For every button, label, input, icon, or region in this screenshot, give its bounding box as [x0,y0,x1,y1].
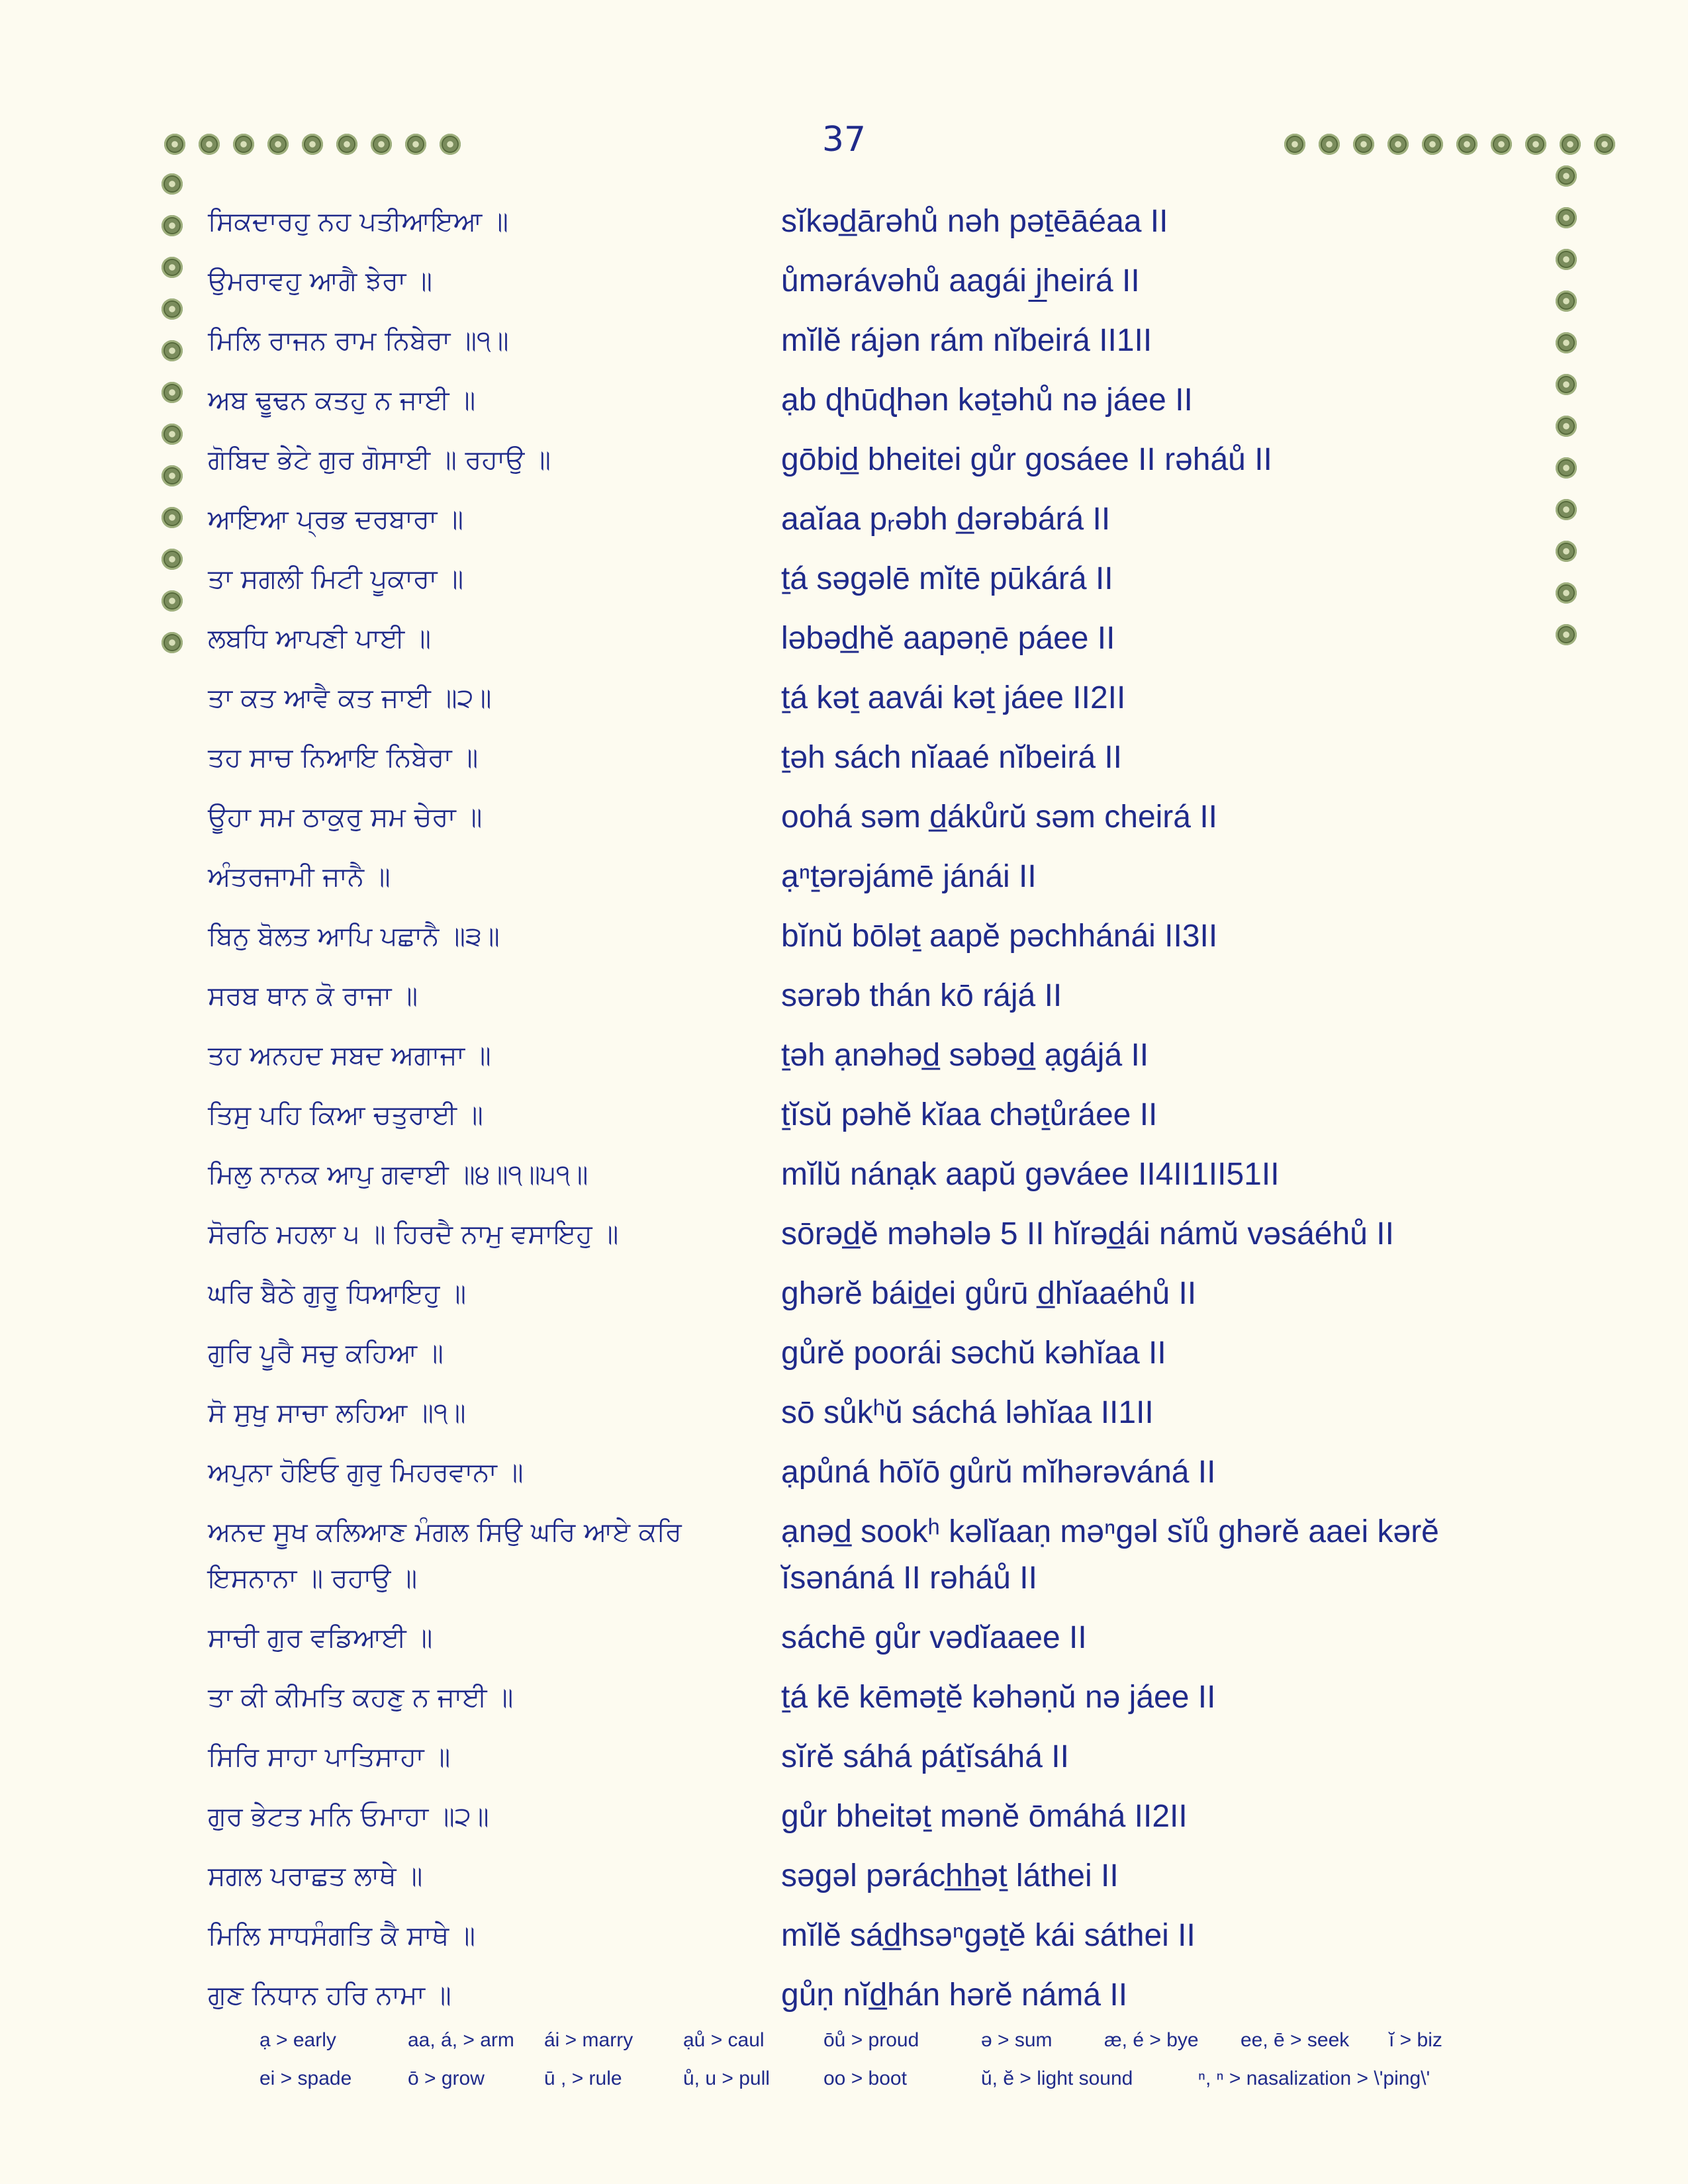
transliteration-text: ạpůná hōĭō gůrŭ mĭhərəváná II [781,1455,1216,1490]
gurmukhi-text: ਸਰਬ ਥਾਨ ਕੋ ਰਾਜਾ ॥ [208,981,418,1011]
legend-item: ū , > rule [544,2068,622,2089]
flower-ornament-icon [371,134,392,155]
transliteration-text: sərəb thán kō rájá II [781,978,1062,1013]
gurmukhi-text: ਸਗਲ ਪਰਾਛਤ ਲਾਥੇ ॥ [208,1861,423,1891]
legend-item: ōů > proud [823,2029,919,2051]
legend-item: ō > grow [408,2068,485,2089]
flower-ornament-icon [1556,165,1577,187]
gurmukhi-text: ਤਾ ਕਤ ਆਵੈ ਕਤ ਜਾਈ ॥੨॥ [208,683,492,713]
gurmukhi-text: ਸੋ ਸੁਖੁ ਸਾਚਾ ਲਹਿਆ ॥੧॥ [208,1398,466,1428]
legend-item: æ, é > bye [1104,2029,1199,2051]
gurmukhi-text: ਸਾਚੀ ਗੁਰ ਵਡਿਆਈ ॥ [208,1623,433,1653]
flower-ornament-icon [267,134,289,155]
legend-item: ŭ, ĕ > light sound [981,2068,1133,2089]
transliteration-text: ůmərávəhů aagái j̲heirá II [781,263,1140,298]
transliteration-text: sĭkəd̲ārəhů nəh pəṯēāéaa II [781,204,1168,239]
legend-item: oo > boot [823,2068,907,2089]
flower-ornament-icon [1491,134,1512,155]
transliteration-text: aaĭaa pᵣəbh d̲ərəbárá II [781,502,1111,537]
transliteration-text: sō sůkʰŭ sáchá ləhĭaa II1II [781,1395,1154,1430]
flower-ornament-icon [162,465,183,486]
gurmukhi-text: ਮਿਲੁ ਨਾਨਕ ਆਪੁ ਗਵਾਈ ॥੪॥੧॥੫੧॥ [208,1160,588,1190]
transliteration-text: sōrəd̲ĕ məhələ 5 II hĭrəd̲ái námŭ vəsáéhů II [781,1216,1394,1251]
gurmukhi-text: ਗੋਬਿਦ ਭੇਟੇ ਗੁਰ ਗੋਸਾਈ ॥ ਰਹਾਉ ॥ [208,445,551,475]
flower-ornament-icon [162,632,183,653]
transliteration-text: ṯá kəṯ aavái kəṯ jáee II2II [781,680,1126,715]
flower-ornament-icon [1556,207,1577,228]
flower-ornament-icon [162,298,183,320]
flower-ornament-icon [1284,134,1305,155]
ornament-column-left [162,173,183,653]
transliteration-text: səgəl pərách̲h̲əṯ láthei II [781,1858,1119,1893]
flower-ornament-icon [1525,134,1546,155]
gurmukhi-text: ਤਿਸੁ ਪਹਿ ਕਿਆ ਚਤੁਰਾਈ ॥ [208,1100,483,1130]
ornament-row-top-right [1284,134,1615,155]
gurmukhi-text: ਉਮਰਾਵਹੁ ਆਗੈ ਝੇਰਾ ॥ [208,266,432,296]
transliteration-text: oohá səm d̲ákůrŭ səm cheirá II [781,799,1217,835]
transliteration-text: ləbəd̲hĕ aapəṇē páee II [781,621,1115,656]
flower-ornament-icon [162,382,183,403]
flower-ornament-icon [1387,134,1409,155]
flower-ornament-icon [164,134,185,155]
transliteration-text: ṯəh ạnəhəd̲ səbəd̲ ạgájá II [781,1038,1149,1073]
flower-ornament-icon [1560,134,1581,155]
ornament-row-top-left [164,134,461,155]
flower-ornament-icon [162,590,183,612]
gurmukhi-text: ਅਬ ਢੂਢਨ ਕਤਹੁ ਨ ਜਾਈ ॥ [208,385,476,416]
transliteration-text: bĭnŭ bōləṯ aapĕ pəchhánái II3II [781,919,1218,954]
transliteration-text: gůrĕ poorái səchŭ kəhĭaa II [781,1336,1166,1371]
flower-ornament-icon [162,215,183,236]
gurmukhi-text: ਮਿਲਿ ਸਾਧਸੰਗਤਿ ਕੈ ਸਾਥੇ ॥ [208,1921,475,1951]
gurmukhi-text: ਤਾ ਕੀ ਕੀਮਤਿ ਕਹਣੁ ਨ ਜਾਈ ॥ [208,1682,514,1713]
gurmukhi-text: ਆਇਆ ਪ੍ਰਭ ਦਰਬਾਰਾ ॥ [208,504,463,535]
ornament-column-right [1556,165,1577,645]
flower-ornament-icon [1456,134,1477,155]
flower-ornament-icon [199,134,220,155]
flower-ornament-icon [162,257,183,278]
gurmukhi-text: ਘਰਿ ਬੈਠੇ ਗੁਰੂ ਧਿਆਇਹੁ ॥ [208,1279,467,1309]
transliteration-text: sĭrĕ sáhá páṯĭsáhá II [781,1739,1069,1774]
legend-item: ei > spade [259,2068,352,2089]
flower-ornament-icon [162,173,183,195]
legend-item: ái > marry [544,2029,633,2051]
flower-ornament-icon [1319,134,1340,155]
legend-row [0,2029,1688,2068]
flower-ornament-icon [233,134,254,155]
gurmukhi-text: ਤਾ ਸਗਲੀ ਮਿਟੀ ਪੂਕਾਰਾ ॥ [208,564,464,594]
flower-ornament-icon [1556,249,1577,270]
transliteration-text: ạⁿṯərəjámē jánái II [781,859,1037,894]
transliteration-text: mĭlĕ sád̲hsəⁿgəṯĕ kái sáthei II [781,1918,1196,1953]
gurmukhi-text: ਤਹ ਅਨਹਦ ਸਬਦ ਅਗਾਜਾ ॥ [208,1040,491,1071]
gurmukhi-text: ਲਬਧਿ ਆਪਣੀ ਪਾਈ ॥ [208,623,431,654]
flower-ornament-icon [162,549,183,570]
page-number: 37 [821,120,867,159]
flower-ornament-icon [162,424,183,445]
gurmukhi-text: ਅੰਤਰਜਾਮੀ ਜਾਨੈ ॥ [208,862,391,892]
flower-ornament-icon [1556,374,1577,395]
flower-ornament-icon [1594,134,1615,155]
flower-ornament-icon [1556,416,1577,437]
transliteration-text: ạnəd̲ sookʰ kəlĭaaṇ məⁿgəl sĭů ghərĕ aaei kərĕ ĭsənáná II rəháů II [781,1514,1439,1596]
legend-item: ĭ > biz [1389,2029,1442,2051]
gurmukhi-text: ਗੁਰ ਭੇਟਤ ਮਨਿ ਓਮਾਹਾ ॥੨॥ [208,1801,489,1832]
flower-ornament-icon [1556,291,1577,312]
flower-ornament-icon [440,134,461,155]
flower-ornament-icon [1556,499,1577,520]
flower-ornament-icon [1353,134,1374,155]
legend-item: ⁿ, ⁿ > nasalization > \'ping\' [1198,2068,1430,2089]
transliteration-text: mĭlŭ nánạk aapŭ gəváee II4II1II51II [781,1157,1280,1192]
flower-ornament-icon [302,134,323,155]
flower-ornament-icon [162,507,183,528]
transliteration-text: gůr bheitəṯ mənĕ ōmáhá II2II [781,1799,1188,1834]
transliteration-text: ṯá səgəlē mĭtē pūkárá II [781,561,1113,596]
transliteration-text: ghərĕ báid̲ei gůrū d̲hĭaaéhů II [781,1276,1197,1311]
legend-row [0,2068,1688,2106]
gurmukhi-text: ਸੋਰਠਿ ਮਹਲਾ ੫ ॥ ਹਿਰਦੈ ਨਾਮੁ ਵਸਾਇਹੁ ॥ [208,1219,619,1250]
flower-ornament-icon [336,134,357,155]
transliteration-text: ṯəh sách nĭaaé nĭbeirá II [781,740,1123,775]
legend-item: ə > sum [981,2029,1053,2051]
flower-ornament-icon [162,340,183,361]
flower-ornament-icon [1556,582,1577,604]
flower-ornament-icon [1556,624,1577,645]
transliteration-text: mĭlĕ rájən rám nĭbeirá II1II [781,323,1152,358]
legend-item: aa, á, > arm [408,2029,514,2051]
legend-item: ạů > caul [683,2029,765,2051]
transliteration-text: gōbid̲ bheitei gůr gosáee II rəháů II [781,442,1272,477]
gurmukhi-text: ਤਹ ਸਾਚ ਨਿਆਇ ਨਿਬੇਰਾ ॥ [208,743,479,773]
gurmukhi-text: ਸਿਰਿ ਸਾਹਾ ਪਾਤਿਸਾਹਾ ॥ [208,1742,451,1772]
gurmukhi-text: ਗੁਰਿ ਪੂਰੈ ਸਚੁ ਕਹਿਆ ॥ [208,1338,444,1369]
flower-ornament-icon [405,134,426,155]
gurmukhi-text: ਅਨਦ ਸੂਖ ਕਲਿਆਣ ਮੰਗਲ ਸਿਉ ਘਰਿ ਆਏ ਕਰਿ ਇਸਨਾਨਾ ॥ ਰਹਾਉ ॥ [208,1517,682,1594]
legend-item: ů, u > pull [683,2068,770,2089]
transliteration-text: ṯĭsŭ pəhĕ kĭaa chəṯůráee II [781,1097,1158,1132]
gurmukhi-text: ਗੁਣ ਨਿਧਾਨ ਹਰਿ ਨਾਮਾ ॥ [208,1980,451,2011]
gurmukhi-text: ਊਹਾ ਸਮ ਠਾਕੁਰੁ ਸਮ ਚੇਰਾ ॥ [208,802,483,833]
flower-ornament-icon [1556,332,1577,353]
legend-item: ạ > early [259,2029,336,2051]
gurmukhi-text: ਅਪੁਨਾ ਹੋਇਓ ਗੁਰੁ ਮਿਹਰਵਾਨਾ ॥ [208,1457,524,1488]
gurmukhi-text: ਮਿਲਿ ਰਾਜਨ ਰਾਮ ਨਿਬੇਰਾ ॥੧॥ [208,326,509,356]
transliteration-text: gůṇ nĭd̲hán hərĕ námá II [781,1978,1128,2013]
transliteration-text: ạb ɖhūɖhən kəṯəhů nə jáee II [781,383,1193,418]
flower-ornament-icon [1556,541,1577,562]
gurmukhi-text: ਸਿਕਦਾਰਹੁ ਨਹ ਪਤੀਆਇਆ ॥ [208,206,508,237]
transliteration-text: ṯá kē kēməṯĕ kəhəṇŭ nə jáee II [781,1680,1216,1715]
flower-ornament-icon [1556,457,1577,478]
flower-ornament-icon [1422,134,1443,155]
legend-item: ee, ē > seek [1241,2029,1350,2051]
transliteration-text: sáchē gůr vədĭaaee II [781,1620,1087,1655]
gurmukhi-text: ਬਿਨੁ ਬੋਲਤ ਆਪਿ ਪਛਾਨੈ ॥੩॥ [208,921,500,952]
